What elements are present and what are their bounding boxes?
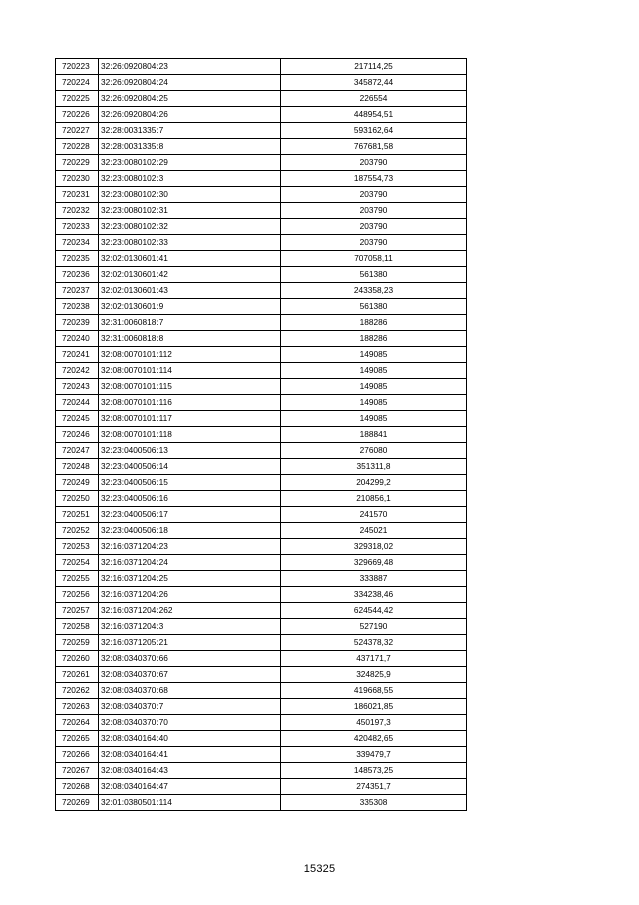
table-row [56, 155, 467, 171]
cadastral-value-cell: 203790 [281, 219, 467, 235]
row-id-cell: 720256 [56, 587, 99, 603]
cadastral-value-cell: 204299,2 [281, 475, 467, 491]
cadastral-number-cell: 32:16:0371204:23 [99, 539, 281, 555]
cadastral-number-cell: 32:28:0031335:8 [99, 139, 281, 155]
cadastral-value-cell: 203790 [281, 235, 467, 251]
table-row [56, 427, 467, 443]
cadastral-number-cell: 32:16:0371204:262 [99, 603, 281, 619]
table-row [56, 283, 467, 299]
cadastral-value-cell: 245021 [281, 523, 467, 539]
row-id-cell: 720249 [56, 475, 99, 491]
row-id-cell: 720228 [56, 139, 99, 155]
cadastral-value-cell: 351311,8 [281, 459, 467, 475]
row-id-cell: 720243 [56, 379, 99, 395]
row-id-cell: 720257 [56, 603, 99, 619]
row-id-cell: 720263 [56, 699, 99, 715]
table-row [56, 91, 467, 107]
cadastral-number-cell: 32:16:0371204:3 [99, 619, 281, 635]
cadastral-number-cell: 32:31:0060818:8 [99, 331, 281, 347]
table-row [56, 107, 467, 123]
row-id-cell: 720239 [56, 315, 99, 331]
cadastral-number-cell: 32:23:0080102:3 [99, 171, 281, 187]
cadastral-number-cell: 32:08:0070101:115 [99, 379, 281, 395]
cadastral-number-cell: 32:08:0070101:112 [99, 347, 281, 363]
cadastral-number-cell: 32:23:0400506:14 [99, 459, 281, 475]
row-id-cell: 720250 [56, 491, 99, 507]
cadastral-value-cell: 524378,32 [281, 635, 467, 651]
table-row [56, 539, 467, 555]
cadastral-value-cell: 149085 [281, 411, 467, 427]
table-row [56, 251, 467, 267]
table-row [56, 523, 467, 539]
cadastral-value-cell: 188841 [281, 427, 467, 443]
row-id-cell: 720264 [56, 715, 99, 731]
cadastral-number-cell: 32:23:0400506:16 [99, 491, 281, 507]
cadastral-number-cell: 32:08:0340370:68 [99, 683, 281, 699]
cadastral-number-cell: 32:23:0080102:29 [99, 155, 281, 171]
cadastral-number-cell: 32:01:0380501:114 [99, 795, 281, 811]
cadastral-number-cell: 32:08:0340370:70 [99, 715, 281, 731]
row-id-cell: 720266 [56, 747, 99, 763]
row-id-cell: 720265 [56, 731, 99, 747]
row-id-cell: 720247 [56, 443, 99, 459]
cadastral-value-cell: 203790 [281, 155, 467, 171]
cadastral-value-cell: 241570 [281, 507, 467, 523]
cadastral-number-cell: 32:26:0920804:23 [99, 59, 281, 75]
row-id-cell: 720224 [56, 75, 99, 91]
cadastral-value-cell: 420482,65 [281, 731, 467, 747]
cadastral-number-cell: 32:16:0371205:21 [99, 635, 281, 651]
row-id-cell: 720254 [56, 555, 99, 571]
table-row [56, 683, 467, 699]
table-row [56, 699, 467, 715]
cadastral-value-cell: 448954,51 [281, 107, 467, 123]
cadastral-value-cell: 188286 [281, 331, 467, 347]
cadastral-number-cell: 32:23:0080102:31 [99, 203, 281, 219]
row-id-cell: 720234 [56, 235, 99, 251]
cadastral-value-cell: 226554 [281, 91, 467, 107]
row-id-cell: 720255 [56, 571, 99, 587]
table-row [56, 315, 467, 331]
cadastral-number-cell: 32:08:0340164:40 [99, 731, 281, 747]
row-id-cell: 720248 [56, 459, 99, 475]
row-id-cell: 720246 [56, 427, 99, 443]
table-row [56, 555, 467, 571]
cadastral-value-cell: 767681,58 [281, 139, 467, 155]
table-row [56, 443, 467, 459]
cadastral-value-cell: 217114,25 [281, 59, 467, 75]
row-id-cell: 720229 [56, 155, 99, 171]
table-row [56, 475, 467, 491]
cadastral-number-cell: 32:23:0400506:18 [99, 523, 281, 539]
table-row [56, 651, 467, 667]
cadastral-number-cell: 32:23:0080102:30 [99, 187, 281, 203]
table-row [56, 507, 467, 523]
cadastral-value-cell: 561380 [281, 299, 467, 315]
cadastral-number-cell: 32:02:0130601:42 [99, 267, 281, 283]
cadastral-value-cell: 527190 [281, 619, 467, 635]
table-row [56, 395, 467, 411]
table-row [56, 587, 467, 603]
cadastral-number-cell: 32:08:0340370:67 [99, 667, 281, 683]
table-row [56, 411, 467, 427]
cadastral-value-cell: 276080 [281, 443, 467, 459]
row-id-cell: 720260 [56, 651, 99, 667]
table-row [56, 171, 467, 187]
cadastral-number-cell: 32:23:0400506:15 [99, 475, 281, 491]
table-row [56, 795, 467, 811]
cadastral-number-cell: 32:08:0340164:43 [99, 763, 281, 779]
table-row [56, 571, 467, 587]
table-row [56, 187, 467, 203]
row-id-cell: 720225 [56, 91, 99, 107]
cadastral-value-cell: 148573,25 [281, 763, 467, 779]
cadastral-value-cell: 149085 [281, 379, 467, 395]
cadastral-number-cell: 32:23:0080102:33 [99, 235, 281, 251]
row-id-cell: 720235 [56, 251, 99, 267]
row-id-cell: 720238 [56, 299, 99, 315]
cadastral-value-cell: 335308 [281, 795, 467, 811]
cadastral-value-cell: 324825,9 [281, 667, 467, 683]
row-id-cell: 720230 [56, 171, 99, 187]
row-id-cell: 720262 [56, 683, 99, 699]
table-row [56, 635, 467, 651]
row-id-cell: 720252 [56, 523, 99, 539]
cadastral-number-cell: 32:08:0340370:66 [99, 651, 281, 667]
cadastral-value-cell: 329669,48 [281, 555, 467, 571]
cadastral-number-cell: 32:08:0070101:114 [99, 363, 281, 379]
row-id-cell: 720261 [56, 667, 99, 683]
cadastral-value-cell: 203790 [281, 203, 467, 219]
cadastral-number-cell: 32:02:0130601:9 [99, 299, 281, 315]
table-row [56, 747, 467, 763]
cadastral-value-cell: 149085 [281, 347, 467, 363]
table-row [56, 715, 467, 731]
row-id-cell: 720232 [56, 203, 99, 219]
cadastral-number-cell: 32:02:0130601:41 [99, 251, 281, 267]
row-id-cell: 720241 [56, 347, 99, 363]
cadastral-number-cell: 32:16:0371204:25 [99, 571, 281, 587]
cadastral-number-cell: 32:08:0340370:7 [99, 699, 281, 715]
row-id-cell: 720251 [56, 507, 99, 523]
row-id-cell: 720227 [56, 123, 99, 139]
table-row [56, 139, 467, 155]
cadastral-number-cell: 32:23:0400506:17 [99, 507, 281, 523]
table-row [56, 491, 467, 507]
row-id-cell: 720258 [56, 619, 99, 635]
cadastral-value-cell: 329318,02 [281, 539, 467, 555]
cadastral-value-cell: 561380 [281, 267, 467, 283]
cadastral-value-cell: 243358,23 [281, 283, 467, 299]
cadastral-number-cell: 32:02:0130601:43 [99, 283, 281, 299]
cadastral-value-cell: 186021,85 [281, 699, 467, 715]
cadastral-number-cell: 32:28:0031335:7 [99, 123, 281, 139]
cadastral-value-cell: 274351,7 [281, 779, 467, 795]
table-row [56, 779, 467, 795]
cadastral-value-cell: 210856,1 [281, 491, 467, 507]
table-row [56, 267, 467, 283]
cadastral-value-cell: 345872,44 [281, 75, 467, 91]
cadastral-number-cell: 32:08:0340164:41 [99, 747, 281, 763]
table-row [56, 667, 467, 683]
row-id-cell: 720259 [56, 635, 99, 651]
table-row [56, 347, 467, 363]
cadastral-number-cell: 32:26:0920804:26 [99, 107, 281, 123]
row-id-cell: 720233 [56, 219, 99, 235]
row-id-cell: 720269 [56, 795, 99, 811]
cadastral-value-cell: 450197,3 [281, 715, 467, 731]
table-row [56, 123, 467, 139]
table-row [56, 603, 467, 619]
page-number: 15325 [303, 863, 336, 875]
row-id-cell: 720236 [56, 267, 99, 283]
row-id-cell: 720240 [56, 331, 99, 347]
cadastral-value-cell: 707058,11 [281, 251, 467, 267]
cadastral-number-cell: 32:31:0060818:7 [99, 315, 281, 331]
row-id-cell: 720245 [56, 411, 99, 427]
cadastral-value-cell: 187554,73 [281, 171, 467, 187]
cadastral-value-cell: 437171,7 [281, 651, 467, 667]
row-id-cell: 720237 [56, 283, 99, 299]
cadastral-value-cell: 149085 [281, 363, 467, 379]
table-row [56, 363, 467, 379]
cadastral-number-cell: 32:16:0371204:24 [99, 555, 281, 571]
table-row [56, 619, 467, 635]
cadastral-number-cell: 32:08:0070101:118 [99, 427, 281, 443]
row-id-cell: 720242 [56, 363, 99, 379]
cadastral-number-cell: 32:08:0070101:117 [99, 411, 281, 427]
row-id-cell: 720268 [56, 779, 99, 795]
table-row [56, 59, 467, 75]
cadastral-value-cell: 334238,46 [281, 587, 467, 603]
cadastral-value-cell: 203790 [281, 187, 467, 203]
cadastral-value-cell: 149085 [281, 395, 467, 411]
row-id-cell: 720223 [56, 59, 99, 75]
cadastral-value-cell: 333887 [281, 571, 467, 587]
cadastral-number-cell: 32:26:0920804:24 [99, 75, 281, 91]
table-row [56, 459, 467, 475]
cadastral-value-cell: 188286 [281, 315, 467, 331]
row-id-cell: 720244 [56, 395, 99, 411]
cadastral-value-cell: 593162,64 [281, 123, 467, 139]
cadastral-number-cell: 32:08:0340164:47 [99, 779, 281, 795]
table-row [56, 235, 467, 251]
cadastral-number-cell: 32:23:0080102:32 [99, 219, 281, 235]
row-id-cell: 720226 [56, 107, 99, 123]
row-id-cell: 720267 [56, 763, 99, 779]
row-id-cell: 720231 [56, 187, 99, 203]
table-row [56, 331, 467, 347]
table-row [56, 75, 467, 91]
cadastral-number-cell: 32:16:0371204:26 [99, 587, 281, 603]
cadastral-number-cell: 32:23:0400506:13 [99, 443, 281, 459]
cadastral-number-cell: 32:08:0070101:116 [99, 395, 281, 411]
cadastral-value-table [55, 58, 467, 811]
table-row [56, 379, 467, 395]
cadastral-value-cell: 339479,7 [281, 747, 467, 763]
table-row [56, 219, 467, 235]
table-row [56, 203, 467, 219]
cadastral-value-cell: 624544,42 [281, 603, 467, 619]
cadastral-value-cell: 419668,55 [281, 683, 467, 699]
table-row [56, 731, 467, 747]
table-row [56, 299, 467, 315]
table-body [56, 59, 467, 811]
table-row [56, 763, 467, 779]
cadastral-number-cell: 32:26:0920804:25 [99, 91, 281, 107]
row-id-cell: 720253 [56, 539, 99, 555]
